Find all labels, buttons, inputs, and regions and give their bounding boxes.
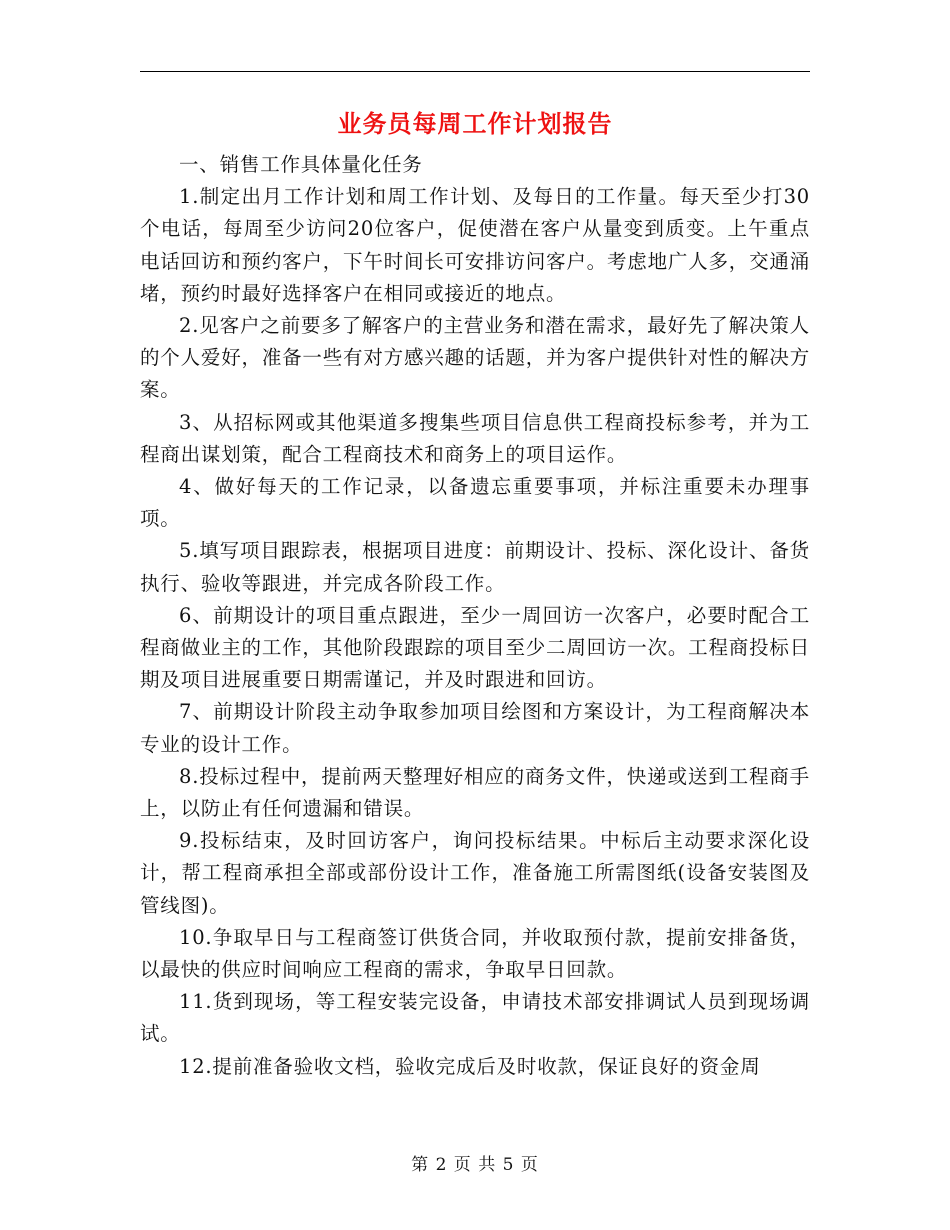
paragraph-9: 9.投标结束，及时回访客户，询问投标结果。中标后主动要求深化设计，帮工程商承担全部或部份设计工作，准备施工所需图纸(设备安装图及管线图)。 <box>140 829 810 917</box>
document-body <box>140 149 810 1083</box>
paragraph-5: 5.填写项目跟踪表，根据项目进度：前期设计、投标、深化设计、备货执行、验收等跟进，并完成各阶段工作。 <box>140 539 810 595</box>
paragraph-2: 2.见客户之前要多了解客户的主营业务和潜在需求，最好先了解决策人的个人爱好，准备一些有对方感兴趣的话题，并为客户提供针对性的解决方案。 <box>140 314 810 402</box>
header-rule <box>140 71 810 72</box>
paragraph-10: 10.争取早日与工程商签订供货合同，并收取预付款，提前安排备货，以最快的供应时间响应工程商的需求，争取早日回款。 <box>140 925 810 982</box>
page-number-footer: 第 2 页 共 5 页 <box>411 1155 539 1175</box>
paragraph-1: 1.制定出月工作计划和周工作计划、及每日的工作量。每天至少打30个电话，每周至少访问20位客户，促使潜在客户从量变到质变。上午重点电话回访和预约客户，下午时间长可安排访问客户。考虑地广人多，交通涌堵，预约时最好选择客户在相同或接近的地点。 <box>140 185 810 305</box>
paragraph-7: 7、前期设计阶段主动争取参加项目绘图和方案设计，为工程商解决本专业的设计工作。 <box>140 700 810 756</box>
paragraph-11: 11.货到现场，等工程安装完设备，申请技术部安排调试人员到现场调试。 <box>140 990 810 1046</box>
paragraph-8: 8.投标过程中，提前两天整理好相应的商务文件，快递或送到工程商手上，以防止有任何遗漏和错误。 <box>140 764 810 821</box>
paragraph-3: 3、从招标网或其他渠道多搜集些项目信息供工程商投标参考，并为工程商出谋划策，配合工程商技术和商务上的项目运作。 <box>140 410 810 466</box>
paragraph-12: 12.提前准备验收文档，验收完成后及时收款，保证良好的资金周 <box>179 1054 761 1078</box>
paragraph-4: 4、做好每天的工作记录，以备遗忘重要事项，并标注重要未办理事项。 <box>140 475 810 531</box>
paragraph-6: 6、前期设计的项目重点跟进，至少一周回访一次客户，必要时配合工程商做业主的工作，其他阶段跟踪的项目至少二周回访一次。工程商投标日期及项目进展重要日期需谨记，并及时跟进和回访。 <box>140 603 810 692</box>
section-heading: 一、销售工作具体量化任务 <box>179 153 423 176</box>
document-title: 业务员每周工作计划报告 <box>337 109 613 138</box>
